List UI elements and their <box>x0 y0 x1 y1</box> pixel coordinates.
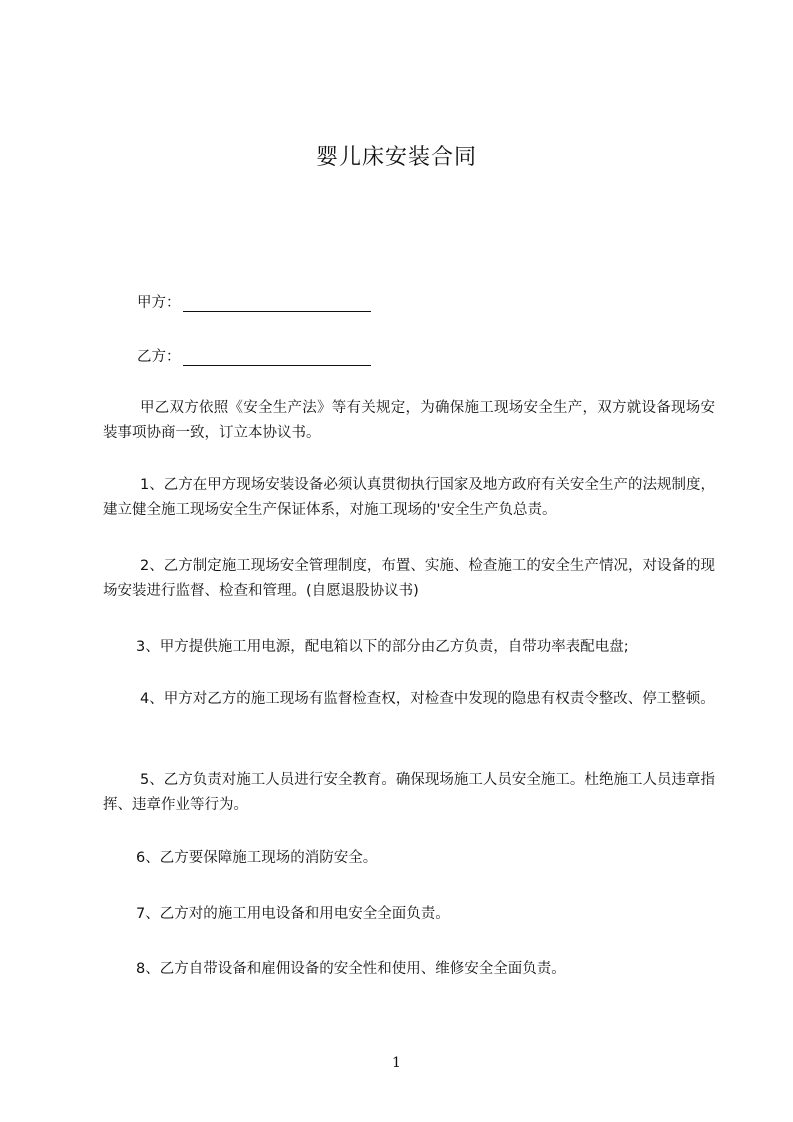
clause-6: 6、乙方要保障施工现场的消防安全。 <box>136 850 378 866</box>
page-number: 1 <box>392 1055 401 1071</box>
document-title: 婴儿床安装合同 <box>315 145 477 170</box>
party-b-label: 乙方： <box>137 349 181 365</box>
party-b-blank-field <box>183 351 371 366</box>
intro-paragraph: 甲乙双方依照《安全生产法》等有关规定，为确保施工现场安全生产，双方就设备现场安装事项协商一致，订立本协议书。 <box>103 400 715 441</box>
clause-7: 7、乙方对的施工用电设备和用电安全全面负责。 <box>136 906 450 922</box>
party-b-line <box>137 345 371 366</box>
party-a-line <box>137 291 371 312</box>
clause-1: 1、乙方在甲方现场安装设备必须认真贯彻执行国家及地方政府有关安全生产的法规制度，建立健全施工现场安全生产保证体系，对施工现场的'安全生产负总责。 <box>103 477 715 518</box>
clause-2: 2、乙方制定施工现场安全管理制度，布置、实施、检查施工的安全生产情况，对设备的现场安装进行监督、检查和管理。(自愿退股协议书) <box>103 558 715 599</box>
clause-3: 3、甲方提供施工用电源，配电箱以下的部分由乙方负责，自带功率表配电盘; <box>136 639 629 655</box>
clause-8: 8、乙方自带设备和雇佣设备的安全性和使用、维修安全全面负责。 <box>136 961 566 977</box>
party-a-blank-field <box>183 297 371 312</box>
party-a-label: 甲方： <box>137 295 181 311</box>
clause-5: 5、乙方负责对施工人员进行安全教育。确保现场施工人员安全施工。杜绝施工人员违章指挥、违章作业等行为。 <box>103 772 715 813</box>
clause-4: 4、甲方对乙方的施工现场有监督检查权，对检查中发现的隐患有权责令整改、停工整顿。 <box>140 691 715 707</box>
